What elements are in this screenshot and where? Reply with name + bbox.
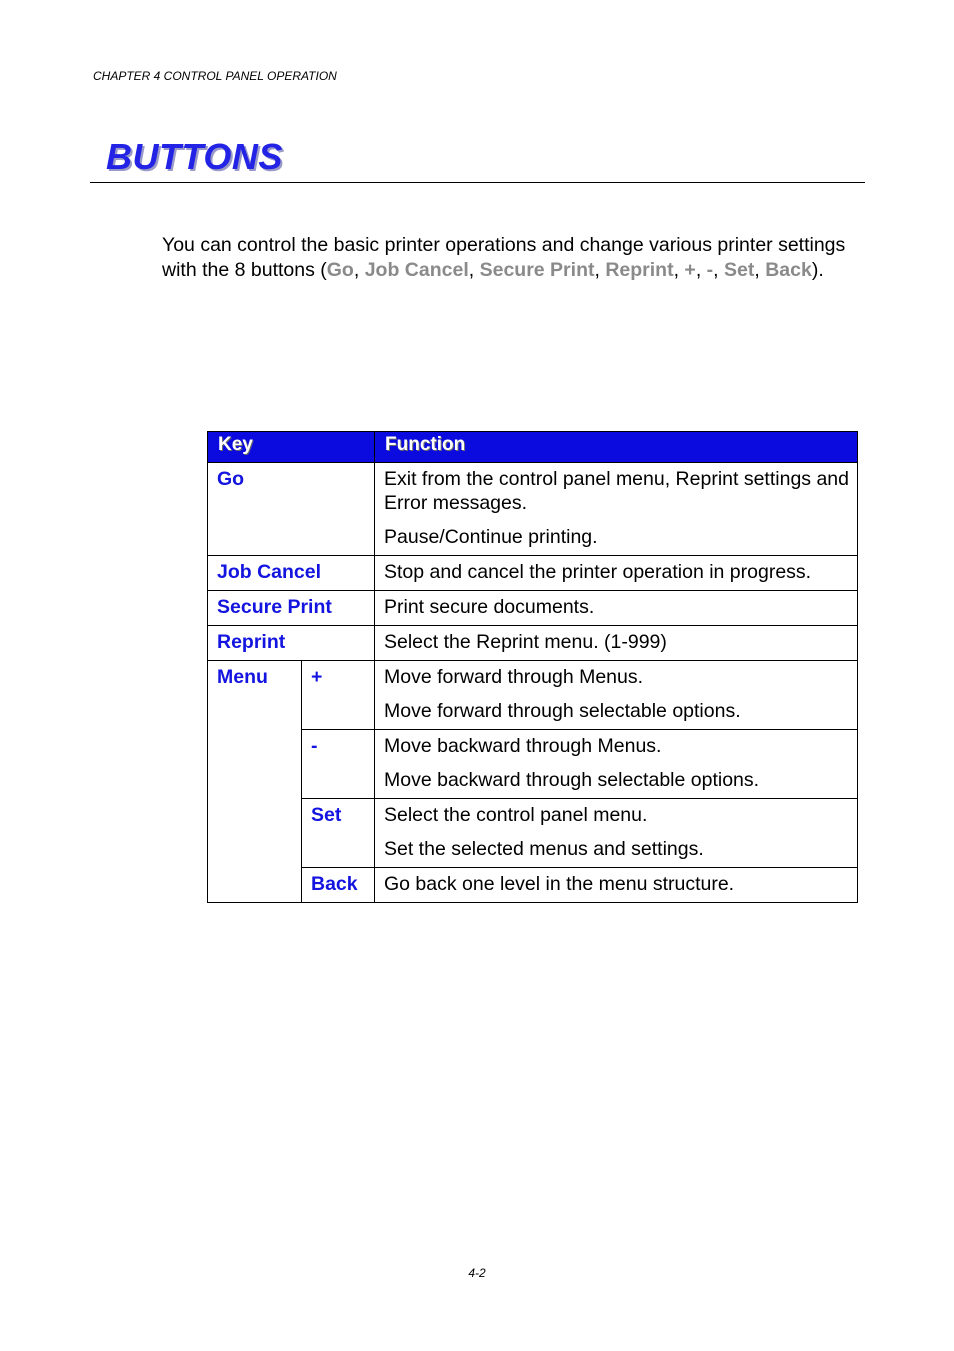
- table-header-row: [208, 432, 858, 463]
- function-reprint: [375, 626, 858, 661]
- key-job-cancel: Job Cancel: [208, 556, 375, 591]
- function-line: Select the Reprint menu. (1-999): [384, 631, 667, 653]
- key-set: Set: [302, 799, 375, 868]
- table-row-menu-plus: [208, 661, 858, 730]
- key-plus: +: [302, 661, 375, 730]
- function-line: Select the control panel menu.: [384, 804, 648, 826]
- key-menu: Menu: [208, 661, 302, 903]
- function-line: Go back one level in the menu structure.: [384, 873, 735, 895]
- function-job-cancel: [375, 556, 858, 591]
- button-name-minus: -: [706, 259, 714, 281]
- chapter-header: CHAPTER 4 CONTROL PANEL OPERATION: [93, 69, 337, 83]
- table-row-secure-print: [208, 591, 858, 626]
- function-line: Move backward through Menus.: [384, 735, 662, 757]
- button-name-back: Back: [765, 259, 812, 281]
- function-line: Pause/Continue printing.: [384, 526, 598, 548]
- button-function-table: [207, 431, 858, 903]
- page-title: BUTTONS: [106, 136, 283, 177]
- function-secure-print: [375, 591, 858, 626]
- intro-text-after: ).: [811, 259, 824, 281]
- function-minus: [375, 730, 858, 799]
- function-line: Move forward through selectable options.: [384, 700, 741, 722]
- function-line: Exit from the control panel menu, Reprint settings and Error messages.: [384, 468, 849, 514]
- table-row-menu-back: [208, 868, 858, 903]
- function-line: Move backward through selectable options.: [384, 769, 760, 791]
- key-minus: -: [302, 730, 375, 799]
- key-secure-print: Secure Print: [208, 591, 375, 626]
- table-row-job-cancel: [208, 556, 858, 591]
- button-name-secure-print: Secure Print: [479, 259, 595, 281]
- table-row-go: [208, 463, 858, 556]
- function-line: Stop and cancel the printer operation in progress.: [384, 561, 812, 583]
- key-column-header: Key: [208, 432, 375, 463]
- function-set: [375, 799, 858, 868]
- function-back: [375, 868, 858, 903]
- function-line: Set the selected menus and settings.: [384, 838, 704, 860]
- function-line: Move forward through Menus.: [384, 666, 644, 688]
- title-divider: [90, 182, 865, 183]
- table-row-menu-set: [208, 799, 858, 868]
- function-column-header: Function: [375, 432, 858, 463]
- button-name-go: Go: [326, 259, 354, 281]
- key-reprint: Reprint: [208, 626, 375, 661]
- page-number: 4-2: [468, 1266, 486, 1280]
- intro-text-before: You can control the basic printer operations and change various printer settings with the 8 buttons (: [162, 234, 846, 281]
- button-name-plus: +: [684, 259, 696, 281]
- button-name-reprint: Reprint: [605, 259, 674, 281]
- function-go: [375, 463, 858, 556]
- function-plus: [375, 661, 858, 730]
- key-back: Back: [302, 868, 375, 903]
- table-row-reprint: [208, 626, 858, 661]
- function-line: Print secure documents.: [384, 596, 595, 618]
- button-name-job-cancel: Job Cancel: [364, 259, 469, 281]
- key-go: Go: [208, 463, 375, 556]
- intro-paragraph: You can control the basic printer operations and change various printer settings with the 8 buttons (Go, Job Cancel, Secure Print, Reprint, +, -, Set, Back).: [162, 234, 846, 281]
- table-row-menu-minus: [208, 730, 858, 799]
- button-name-set: Set: [724, 259, 755, 281]
